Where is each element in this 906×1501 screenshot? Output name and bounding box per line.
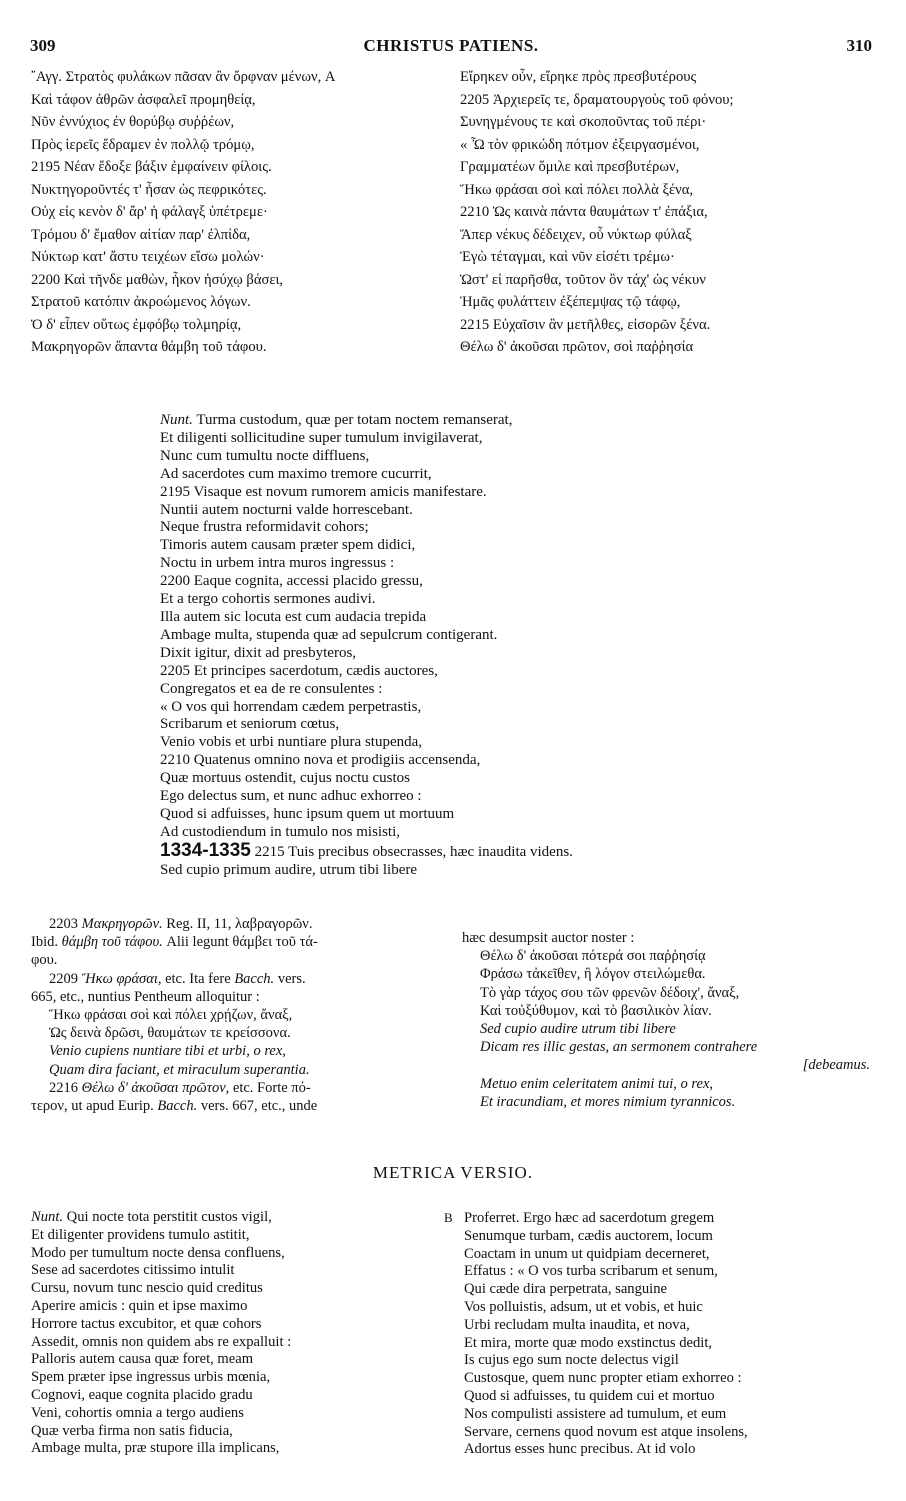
verse-line: Spem præter ipse ingressus urbis mœnia, bbox=[31, 1369, 271, 1386]
latin-line: Nunc cum tumultu nocte diffluens, bbox=[160, 447, 370, 464]
latin-line: 2210 Quatenus omnino nova et prodigiis accensenda, bbox=[160, 752, 481, 769]
page-number-right: 310 bbox=[846, 36, 872, 55]
latin-line: Neque frustra reformidavit cohors; bbox=[160, 519, 369, 536]
footnote-ref: 2209 bbox=[49, 970, 78, 987]
page-number-left: 309 bbox=[30, 36, 56, 55]
latin-line: Et diligenti sollicitudine super tumulum invigilaverat, bbox=[160, 429, 483, 446]
greek-line: Ἅπερ νέκυς δέδειχεν, οὗ νύκτωρ φύλαξ bbox=[460, 226, 692, 243]
verse-line: Cognovi, eaque cognita placido gradu bbox=[31, 1386, 253, 1403]
footnote-text: Reg. II, 11, λαβραγορῶν. bbox=[162, 916, 313, 932]
verse-line: Is cujus ego sum nocte delectus vigil bbox=[464, 1352, 679, 1369]
latin-line: 2195 Visaque est novum rumorem amicis manifestare. bbox=[160, 483, 487, 500]
greek-line: Γραμματέων ὅμιλε καὶ πρεσβυτέρων, bbox=[460, 159, 680, 175]
footnote-quote-line: [debeamus. bbox=[802, 1057, 870, 1074]
footnotes-left-column bbox=[31, 915, 441, 1115]
footnote-text: etc. Ita fere bbox=[161, 970, 235, 987]
verse-line: Modo per tumultum nocte densa confluens, bbox=[31, 1244, 285, 1261]
verse-text: Proferret. Ergo hæc ad sacerdotum gregem bbox=[464, 1210, 715, 1226]
verse-line: Sese ad sacerdotes citissimo intulit bbox=[31, 1262, 235, 1279]
footnote-quote-line: Ἥκω φράσαι σοὶ καὶ πόλει χρῄζων, ἄναξ, bbox=[49, 1007, 293, 1024]
latin-line: Ad custodiendum in tumulo nos misisti, bbox=[160, 823, 401, 840]
greek-line: Στρατοῦ κατόπιν ἀκροώμενος λόγων. bbox=[31, 294, 251, 310]
verse-line: Coactam in unum ut quidpiam decerneret, bbox=[464, 1245, 710, 1262]
greek-line: Οὐχ εἰς κενὸν δ' ἄρ' ἡ φάλαγξ ὑπέτρεμε· bbox=[31, 204, 268, 220]
latin-line: Ambage multa, stupenda quæ ad sepulcrum contigerant. bbox=[160, 626, 498, 643]
footnote-line: φου. bbox=[31, 952, 58, 969]
latin-translation bbox=[160, 412, 780, 880]
footnote-line bbox=[31, 933, 441, 951]
greek-line: Συνηγμένους τε καὶ σκοποῦντας τοῦ πέρι· bbox=[460, 114, 707, 130]
latin-line: Quæ mortuus ostendit, cujus noctu custos bbox=[160, 770, 410, 787]
greek-line: Καὶ τάφον ἀθρῶν ἀσφαλεῖ προμηθείᾳ, bbox=[31, 91, 256, 108]
verse-line: Et mira, morte quæ modo exstinctus dedit, bbox=[464, 1334, 713, 1351]
column-marker: 1334-1335 bbox=[160, 839, 251, 861]
verse-line bbox=[31, 1209, 441, 1227]
greek-line: Νύκτωρ κατ' ἄστυ τειχέων εἴσω μολών· bbox=[31, 249, 265, 265]
metrical-version-left-column bbox=[31, 1209, 441, 1458]
latin-line-text: 2215 Tuis precibus obsecrasses, hæc inaudita videns. bbox=[250, 843, 573, 860]
footnote-text: vers. 667, etc., unde bbox=[197, 1098, 318, 1115]
footnote-quote-line: Τὸ γὰρ τάχος σου τῶν φρενῶν δέδοιχ', ἄναξ, bbox=[480, 984, 740, 1001]
latin-line: 2205 Et principes sacerdotum, cædis auctores, bbox=[160, 662, 438, 679]
latin-line: Illa autem sic locuta est cum audacia trepida bbox=[160, 608, 427, 625]
footnote-line bbox=[31, 1097, 441, 1115]
footnote-ibid: Ibid. bbox=[31, 934, 58, 951]
verse-line: Veni, cohortis omnia a tergo audiens bbox=[31, 1404, 244, 1421]
verse-text: Qui nocte tota perstitit custos vigil, bbox=[63, 1209, 272, 1225]
greek-line: Θέλω δ' ἀκοῦσαι πρῶτον, σοὶ παῤῥησία bbox=[460, 339, 694, 355]
greek-line: Νυκτηγοροῦντές τ' ἦσαν ὡς πεφρικότες. bbox=[31, 181, 267, 198]
footnotes-right-column bbox=[462, 929, 882, 1111]
verse-line: Ambage multa, præ stupore illa implicans, bbox=[31, 1440, 280, 1457]
latin-line: 2200 Eaque cognita, accessi placido gressu, bbox=[160, 573, 423, 590]
verse-line: Servare, cernens quod novum est atque insolens, bbox=[464, 1423, 748, 1440]
footnote-line: 665, etc., nuntius Pentheum alloquitur : bbox=[31, 988, 260, 1005]
verse-line: Qui cæde dira perpetrata, sanguine bbox=[464, 1281, 668, 1298]
footnote-work: Bacch. bbox=[234, 970, 275, 987]
metrical-version-right-column bbox=[444, 1209, 884, 1459]
latin-line bbox=[160, 412, 780, 430]
greek-line: 2195 Νέαν ἔδοξε βάξιν ἐμφαίνειν φίλοις. bbox=[31, 159, 272, 175]
footnote-work: Bacch. bbox=[157, 1098, 198, 1115]
footnote-quote-line: Venio cupiens nuntiare tibi et urbi, o rex, bbox=[49, 1043, 286, 1060]
latin-line: Timoris autem causam præter spem didici, bbox=[160, 537, 416, 554]
footnote-quote-line: Dicam res illic gestas, an sermonem contrahere bbox=[480, 1039, 758, 1056]
latin-line: Congregatos et ea de re consulentes : bbox=[160, 680, 383, 697]
latin-line: Nuntii autem nocturni valde horrescebant. bbox=[160, 501, 413, 518]
greek-line: Πρὸς ἱερεῖς ἔδραμεν ἐν πολλῷ τρόμῳ, bbox=[31, 136, 255, 153]
latin-line: Dixit igitur, dixit ad presbyteros, bbox=[160, 644, 357, 661]
greek-line: « Ὦ τὸν φρικώδη πότμον ἐξειργασμένοι, bbox=[460, 136, 700, 153]
footnote-quote-line: Φράσω τἀκεῖθεν, ἢ λόγον στειλώμεθα. bbox=[480, 966, 706, 983]
verse-line: Horrore tactus excubitor, et quæ cohors bbox=[31, 1315, 262, 1332]
footnote-line bbox=[31, 970, 441, 988]
verse-line: Vos polluistis, adsum, ut et vobis, et huic bbox=[464, 1298, 703, 1315]
verse-line: Quæ verba firma non satis fiducia, bbox=[31, 1422, 233, 1439]
footnote-lemma: θάμβη τοῦ τάφου. bbox=[61, 934, 163, 951]
latin-line: Venio vobis et urbi nuntiare plura stupenda, bbox=[160, 734, 423, 751]
greek-line: Νῦν ἐννύχιος ἐν θορύβῳ συῤῥέων, bbox=[31, 114, 235, 130]
footnote-quote-line: Sed cupio audire utrum tibi libere bbox=[480, 1021, 676, 1038]
latin-line: Ad sacerdotes cum maximo tremore cucurrit, bbox=[160, 465, 432, 482]
latin-line: Ego delectus sum, et nunc adhuc exhorreo : bbox=[160, 788, 422, 805]
verse-line: Senumque turbam, cædis auctorem, locum bbox=[464, 1227, 713, 1244]
greek-line: 2215 Εὐχαῖσιν ἂν μετῆλθες, εἰσορῶν ξένα. bbox=[460, 316, 711, 333]
latin-line: Quod si adfuisses, hunc ipsum quem ut mortuum bbox=[160, 805, 455, 822]
greek-line: Ὁ δ' εἶπεν οὕτως ἐμφόβῳ τολμηρίᾳ, bbox=[31, 316, 242, 333]
footnote-quote-line: Ὡς δεινὰ δρῶσι, θαυμάτων τε κρείσσονα. bbox=[49, 1025, 291, 1042]
section-heading: METRICA VERSIO. bbox=[372, 1163, 534, 1182]
verse-line: Et diligenter providens tumulo astitit, bbox=[31, 1226, 250, 1243]
greek-line: Ἐγὼ τέταγμαι, καὶ νῦν εἰσέτι τρέμω· bbox=[460, 249, 675, 265]
greek-line: Τρόμου δ' ἔμαθον αἰτίαν παρ' ἐλπίδα, bbox=[31, 226, 251, 243]
footnote-text: Alii legunt θάμβει τοῦ τά- bbox=[162, 934, 318, 951]
latin-line: Et a tergo cohortis sermones audivi. bbox=[160, 591, 376, 608]
greek-line: 2205 Ἀρχιερεῖς τε, δραματουργοὺς τοῦ φόνου; bbox=[460, 91, 734, 108]
greek-line: 2210 Ὡς καινὰ πάντα θαυμάτων τ' ἐπάξια, bbox=[460, 204, 708, 220]
verse-line: Assedit, omnis non quidem abs re expalluit : bbox=[31, 1333, 292, 1350]
greek-text-left-column bbox=[31, 66, 451, 359]
latin-line: Noctu in urbem intra muros ingressus : bbox=[160, 555, 395, 572]
verse-line: Quod si adfuisses, tu quidem cui et mortuo bbox=[464, 1387, 715, 1404]
footnote-quote-line: Et iracundiam, et mores nimium tyrannicos. bbox=[480, 1093, 736, 1110]
speaker-label: Nunt. bbox=[160, 412, 193, 428]
column-marker: B bbox=[444, 1210, 453, 1225]
footnote-lemma: Ἥκω φράσαι, bbox=[81, 970, 162, 987]
verse-line bbox=[444, 1209, 884, 1228]
latin-line bbox=[160, 839, 780, 862]
latin-line-text: Turma custodum, quæ per totam noctem remanserat, bbox=[192, 412, 513, 428]
greek-line: Ὡστ' εἰ παρῆσθα, τοῦτον ὃν τάχ' ὡς νέκυν bbox=[460, 271, 706, 288]
footnote-ref: 2216 bbox=[49, 1079, 78, 1096]
verse-line: Nos compulisti assistere ad tumulum, et eum bbox=[464, 1405, 727, 1422]
verse-line: Custosque, quem nunc propter etiam exhorreo : bbox=[464, 1370, 742, 1387]
footnote-quote-line: Θέλω δ' ἀκοῦσαι πότερά σοι παῤῥησίᾳ bbox=[480, 948, 706, 965]
latin-line: Sed cupio primum audire, utrum tibi libere bbox=[160, 861, 418, 878]
footnote-text: vers. bbox=[274, 970, 306, 987]
verse-line: Effatus : « O vos turba scribarum et senum, bbox=[464, 1263, 718, 1280]
running-header bbox=[30, 36, 872, 58]
footnote-line bbox=[31, 915, 441, 933]
footnote-text: τερον, ut apud Eurip. bbox=[31, 1098, 158, 1115]
latin-line: « O vos qui horrendam cædem perpetrastis, bbox=[160, 698, 422, 715]
footnote-line bbox=[31, 1079, 441, 1097]
greek-line: Ἡμᾶς φυλάττειν ἐξέπεμψας τῷ τάφῳ, bbox=[460, 294, 681, 310]
running-title: CHRISTUS PATIENS. bbox=[363, 36, 539, 55]
greek-text-right-column bbox=[460, 66, 880, 359]
footnote-quote-line: Quam dira faciant, et miraculum superantia. bbox=[49, 1061, 310, 1078]
verse-line: Urbi recludam multa inaudita, et nova, bbox=[464, 1316, 690, 1333]
greek-line: ῎Αγγ. Στρατὸς φυλάκων πᾶσαν ἂν ὄρφναν μένων, A bbox=[31, 69, 336, 85]
speaker-label: Nunt. bbox=[31, 1209, 64, 1225]
footnote-line: hæc desumpsit auctor noster : bbox=[462, 930, 635, 946]
greek-line: Ἥκω φράσαι σοὶ καὶ πόλει πολλὰ ξένα, bbox=[460, 181, 694, 198]
verse-line: Adortus esses hunc precibus. At id volo bbox=[464, 1441, 696, 1458]
greek-line: 2200 Καὶ τῆνδε μαθὼν, ἧκον ἡσύχῳ βάσει, bbox=[31, 271, 284, 288]
footnote-lemma: Μακρηγορῶν. bbox=[81, 916, 163, 932]
verse-line: Cursu, novum tunc nescio quid creditus bbox=[31, 1280, 263, 1297]
footnote-lemma: Θέλω δ' ἀκοῦσαι πρῶτον, bbox=[81, 1079, 230, 1096]
footnote-quote-line: Metuo enim celeritatem animi tui, o rex, bbox=[480, 1075, 714, 1092]
greek-line: Μακρηγορῶν ἅπαντα θάμβη τοῦ τάφου. bbox=[31, 339, 267, 355]
latin-line: Scribarum et seniorum cœtus, bbox=[160, 716, 340, 733]
verse-line: Palloris autem causa quæ foret, meam bbox=[31, 1351, 254, 1368]
footnote-quote-line: Καὶ τοὐξύθυμον, καὶ τὸ βασιλικὸν λίαν. bbox=[480, 1002, 712, 1019]
footnote-ref: 2203 bbox=[49, 916, 78, 932]
greek-line: Εἴρηκεν οὖν, εἴρηκε πρὸς πρεσβυτέρους bbox=[460, 69, 697, 85]
verse-line: Aperire amicis : quin et ipse maximo bbox=[31, 1297, 248, 1314]
footnote-text: etc. Forte πό- bbox=[229, 1079, 311, 1096]
